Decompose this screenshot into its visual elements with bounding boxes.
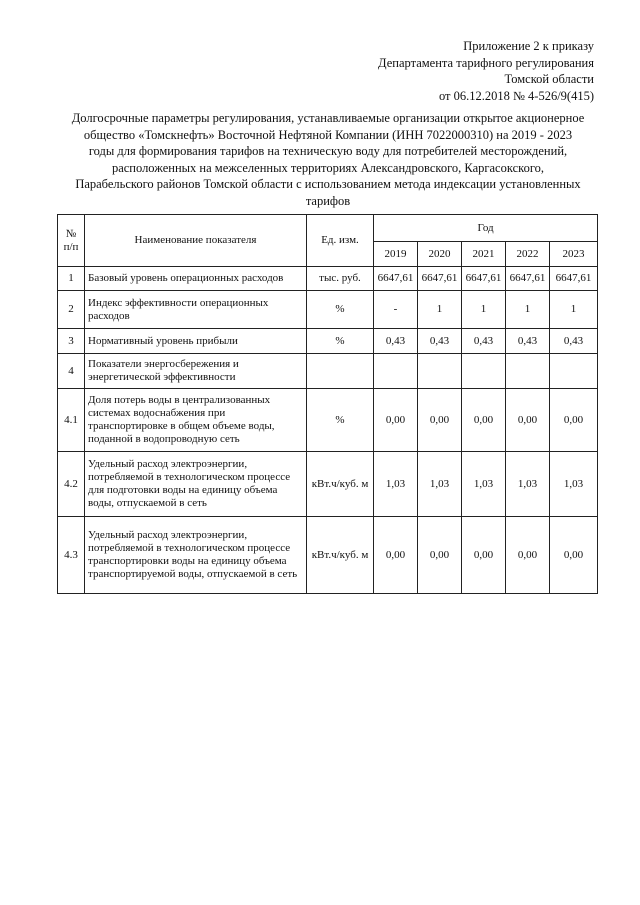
table-row	[58, 291, 598, 329]
row-unit: %	[307, 389, 374, 452]
row-unit: тыс. руб.	[307, 267, 374, 291]
table-row	[58, 517, 598, 594]
row-num: 3	[58, 329, 85, 354]
table-row	[58, 329, 598, 354]
title-line: тарифов	[305, 193, 351, 208]
row-value	[462, 354, 506, 389]
row-value: 1,03	[506, 452, 550, 517]
row-value: 6647,61	[506, 267, 550, 291]
row-value: 1	[550, 291, 598, 329]
row-value: 0,00	[550, 517, 598, 594]
row-name: Базовый уровень операционных расходов	[85, 267, 307, 291]
table-row	[58, 267, 598, 291]
row-num: 4.3	[58, 517, 85, 594]
row-value: 0,00	[506, 517, 550, 594]
row-value	[550, 354, 598, 389]
table-row	[58, 452, 598, 517]
table-row	[58, 389, 598, 452]
row-value	[374, 354, 418, 389]
header-year: 2022	[506, 242, 550, 267]
header-year: 2020	[418, 242, 462, 267]
header-unit: Ед. изм.	[307, 215, 374, 267]
row-value: 6647,61	[462, 267, 506, 291]
row-unit: кВт.ч/куб. м	[307, 517, 374, 594]
row-name: Индекс эффективности операционных расходов	[85, 291, 307, 329]
annex-line: Приложение 2 к приказу	[463, 39, 594, 53]
title-line: годы для формирования тарифов на техническую воду для потребителей месторождений,	[88, 144, 568, 158]
annex-line: Департамента тарифного регулирования	[378, 55, 594, 70]
row-num: 2	[58, 291, 85, 329]
header-year-group: Год	[374, 215, 598, 242]
row-value: -	[374, 291, 418, 329]
row-value: 0,00	[418, 517, 462, 594]
row-value: 6647,61	[374, 267, 418, 291]
row-value: 0,43	[550, 329, 598, 354]
row-value: 0,00	[374, 517, 418, 594]
document-title	[58, 110, 598, 209]
row-value: 1,03	[418, 452, 462, 517]
row-value: 0,43	[506, 329, 550, 354]
row-value: 0,43	[462, 329, 506, 354]
row-value	[506, 354, 550, 389]
row-value: 0,43	[374, 329, 418, 354]
row-name: Показатели энергосбережения и энергетической эффективности	[85, 354, 307, 389]
header-year: 2019	[374, 242, 418, 267]
row-value: 1	[506, 291, 550, 329]
title-line: Долгосрочные параметры регулирования, устанавливаемые организации открытое акционерное	[71, 111, 585, 125]
annex-line: Томской области	[504, 72, 594, 86]
row-value: 1,03	[550, 452, 598, 517]
title-line: Парабельского районов Томской области с использованием метода индексации установленных	[75, 177, 581, 191]
row-value: 0,00	[374, 389, 418, 452]
row-name: Доля потерь воды в централизованных системах водоснабжения при транспортировке в общем объеме воды, поданной в водопроводную сеть	[85, 389, 307, 452]
row-value: 1	[418, 291, 462, 329]
row-value: 1	[462, 291, 506, 329]
row-value: 0,00	[418, 389, 462, 452]
row-num: 1	[58, 267, 85, 291]
header-num: № п/п	[58, 215, 85, 267]
table-header-row	[58, 215, 598, 242]
header-year: 2021	[462, 242, 506, 267]
row-name: Удельный расход электроэнергии, потребляемой в технологическом процессе для подготовки воды на единицу объема воды, отпускаемой в сеть	[85, 452, 307, 517]
title-line: расположенных на межселенных территориях Александровского, Каргасокского,	[111, 160, 545, 175]
row-num: 4.2	[58, 452, 85, 517]
row-value	[418, 354, 462, 389]
row-value: 0,00	[462, 517, 506, 594]
row-value: 6647,61	[418, 267, 462, 291]
annex-line: от 06.12.2018 № 4-526/9(415)	[438, 88, 594, 103]
row-value: 0,43	[418, 329, 462, 354]
parameters-table	[57, 214, 598, 594]
row-value: 1,03	[374, 452, 418, 517]
row-value: 0,00	[550, 389, 598, 452]
row-num: 4	[58, 354, 85, 389]
row-unit: %	[307, 329, 374, 354]
row-value: 6647,61	[550, 267, 598, 291]
row-unit: кВт.ч/куб. м	[307, 452, 374, 517]
annex-header	[378, 38, 594, 104]
row-name: Удельный расход электроэнергии, потребляемой в технологическом процессе транспортировки воды на единицу объема транспортируемой воды, отпускаемой в сеть	[85, 517, 307, 594]
header-year: 2023	[550, 242, 598, 267]
title-line: общество «Томскнефть» Восточной Нефтяной Компании (ИНН 7022000310) на 2019 - 2023	[83, 127, 573, 142]
row-value: 0,00	[506, 389, 550, 452]
table-row	[58, 354, 598, 389]
row-value: 0,00	[462, 389, 506, 452]
row-num: 4.1	[58, 389, 85, 452]
header-name: Наименование показателя	[85, 215, 307, 267]
row-name: Нормативный уровень прибыли	[85, 329, 307, 354]
row-value: 1,03	[462, 452, 506, 517]
row-unit	[307, 354, 374, 389]
row-unit: %	[307, 291, 374, 329]
